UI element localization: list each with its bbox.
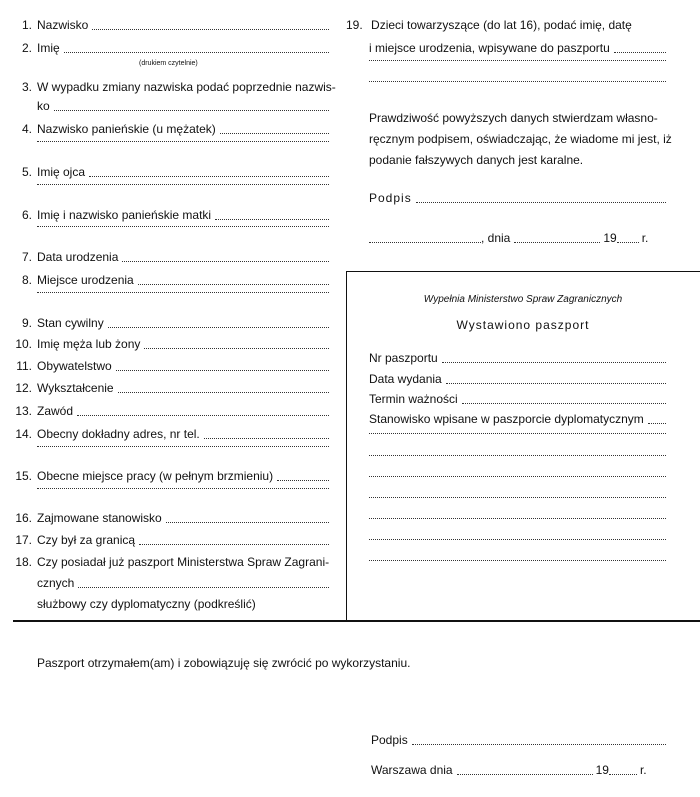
dnia-label: , dnia	[481, 231, 511, 245]
item-number: 15.	[15, 469, 32, 483]
fill-line[interactable]	[416, 202, 666, 203]
fill-line[interactable]	[369, 539, 666, 540]
box-top-border	[346, 271, 700, 272]
field-label-continuation: cznych	[37, 576, 75, 590]
declaration-line: podanie fałszywych danych jest karalne.	[369, 153, 584, 167]
field-label: W wypadku zmiany nazwiska podać poprzednie nazwis-	[37, 80, 336, 94]
field-label: Nazwisko panieńskie (u mężatek)	[37, 122, 216, 136]
fill-line[interactable]	[442, 362, 666, 363]
field-label: Stan cywilny	[37, 316, 104, 330]
fill-line[interactable]	[369, 518, 666, 519]
fill-line[interactable]	[369, 560, 666, 561]
item-number: 19.	[346, 18, 363, 32]
field-label: Dzieci towarzyszące (do lat 16), podać imię, datę	[371, 18, 632, 32]
item-number: 8.	[21, 273, 32, 287]
field-maiden-name-extra[interactable]	[37, 141, 329, 145]
place-date-label: Warszawa dnia	[371, 763, 453, 777]
field-children-extra-2[interactable]	[369, 81, 666, 85]
field-nazwisko[interactable]	[15, 17, 329, 33]
fill-line[interactable]	[138, 284, 329, 285]
fill-line[interactable]	[166, 522, 329, 523]
fill-line[interactable]	[78, 587, 329, 588]
field-label: Wykształcenie	[37, 381, 114, 395]
blank-line[interactable]	[369, 497, 666, 501]
fill-line[interactable]	[118, 392, 329, 393]
field-address[interactable]	[15, 426, 329, 442]
field-address-extra[interactable]	[37, 446, 329, 450]
fill-line[interactable]	[37, 226, 329, 227]
field-label: Miejsce urodzenia	[37, 273, 134, 287]
item-number: 17.	[15, 533, 32, 547]
field-label: Obecne miejsce pracy (w pełnym brzmieniu)	[37, 469, 274, 483]
fill-line[interactable]	[369, 455, 666, 456]
passport-type-choice[interactable]: służbowy czy dyplomatyczny (podkreślić)	[37, 597, 256, 611]
receipt-statement: Paszport otrzymałem(am) i zobowiązuję się zwrócić po wykorzystaniu.	[37, 656, 411, 670]
blank-line[interactable]	[369, 476, 666, 480]
fill-line[interactable]	[92, 29, 329, 30]
year-prefix: 19	[603, 231, 617, 245]
field-birth-date[interactable]	[15, 249, 329, 265]
fill-line[interactable]	[648, 423, 666, 424]
field-previous-passport[interactable]	[37, 575, 329, 591]
item-number: 9.	[21, 316, 32, 330]
field-been-abroad[interactable]	[15, 532, 329, 548]
fill-line[interactable]	[369, 81, 666, 82]
fill-line[interactable]	[614, 52, 666, 53]
field-children-extra-1[interactable]	[369, 60, 666, 64]
field-maiden-name[interactable]	[15, 121, 329, 137]
fill-line[interactable]	[462, 403, 666, 404]
issued-passport-title: Wystawiono paszport	[456, 318, 590, 332]
receipt-date-field[interactable]	[371, 762, 666, 778]
fill-line[interactable]	[116, 370, 329, 371]
field-label: Data urodzenia	[37, 250, 119, 264]
field-mother-name-extra[interactable]	[37, 226, 329, 230]
ministry-header: Wypełnia Ministerstwo Spraw Zagranicznych	[423, 294, 623, 305]
fill-line[interactable]	[139, 544, 329, 545]
fill-line[interactable]	[108, 327, 329, 328]
field-label: Obywatelstwo	[37, 359, 112, 373]
year-suffix: r.	[639, 763, 647, 777]
field-previous-surname[interactable]	[37, 98, 329, 114]
field-education[interactable]	[15, 380, 329, 396]
item-number: 18.	[15, 555, 32, 569]
fill-line[interactable]	[446, 383, 666, 384]
fill-line[interactable]	[89, 176, 329, 177]
blank-line[interactable]	[369, 433, 666, 437]
fill-line[interactable]	[412, 744, 666, 745]
field-label: Imię ojca	[37, 165, 86, 179]
item-number: 16.	[15, 511, 32, 525]
blank-line[interactable]	[369, 539, 666, 543]
year-prefix: 19	[595, 763, 609, 777]
blank-line[interactable]	[369, 560, 666, 564]
field-label: Nazwisko	[37, 18, 89, 32]
signature-label: Podpis	[371, 733, 408, 747]
field-birth-place-extra[interactable]	[37, 292, 329, 296]
field-label: Czy był za granicą	[37, 533, 136, 547]
field-spouse-name[interactable]	[15, 336, 329, 352]
section-divider	[13, 620, 700, 622]
fill-line[interactable]	[37, 184, 329, 185]
field-workplace[interactable]	[15, 468, 329, 484]
field-label: Imię i nazwisko panieńskie matki	[37, 208, 212, 222]
item-number: 3.	[21, 80, 32, 94]
issue-date-field[interactable]	[369, 371, 666, 387]
item-number: 10.	[15, 337, 32, 351]
fill-line[interactable]	[215, 219, 329, 220]
item-number: 12.	[15, 381, 32, 395]
field-children[interactable]	[369, 40, 666, 56]
fill-line[interactable]	[54, 110, 329, 111]
fill-line[interactable]	[37, 292, 329, 293]
year-fill-line[interactable]	[617, 242, 639, 243]
field-profession[interactable]	[15, 403, 329, 419]
field-birth-place[interactable]	[15, 272, 329, 288]
field-citizenship[interactable]	[15, 358, 329, 374]
fill-line[interactable]	[204, 438, 329, 439]
field-imie[interactable]	[15, 40, 329, 56]
item-number: 2.	[21, 41, 32, 55]
field-label: Obecny dokładny adres, nr tel.	[37, 427, 200, 441]
applicant-signature-field[interactable]	[369, 190, 666, 206]
field-label: Imię	[37, 41, 60, 55]
fill-line[interactable]	[369, 497, 666, 498]
item-number: 6.	[21, 208, 32, 222]
date-fill-line[interactable]	[514, 242, 600, 243]
fill-line[interactable]	[144, 348, 329, 349]
fill-line[interactable]	[369, 60, 666, 61]
field-workplace-extra[interactable]	[37, 488, 329, 492]
passport-number-field[interactable]	[369, 350, 666, 366]
field-label: Zawód	[37, 404, 74, 418]
field-label: Stanowisko wpisane w paszporcie dyplomatycznym	[369, 412, 644, 426]
field-label: i miejsce urodzenia, wpisywane do paszportu	[369, 41, 610, 55]
signature-label: Podpis	[369, 191, 412, 205]
year-suffix: r.	[641, 231, 649, 245]
fill-line[interactable]	[37, 446, 329, 447]
fill-line[interactable]	[37, 488, 329, 489]
fill-line[interactable]	[77, 415, 329, 416]
field-mother-name[interactable]	[15, 207, 329, 223]
item-number: 1.	[21, 18, 32, 32]
field-label: Data wydania	[369, 372, 442, 386]
blank-line[interactable]	[369, 518, 666, 522]
item-number: 11.	[16, 359, 32, 373]
expiry-date-field[interactable]	[369, 391, 666, 407]
applicant-date-field[interactable]	[369, 230, 666, 246]
field-label: Termin ważności	[369, 392, 458, 406]
field-label: Imię męża lub żony	[37, 337, 141, 351]
field-label-continuation: ko	[37, 99, 50, 113]
field-marital-status[interactable]	[15, 315, 329, 331]
item-number: 14.	[15, 427, 32, 441]
item-number: 7.	[21, 250, 32, 264]
field-label: Czy posiadał już paszport Ministerstwa Spraw Zagrani-	[37, 555, 330, 569]
receipt-signature-field[interactable]	[371, 732, 666, 748]
field-father-name[interactable]	[15, 164, 329, 180]
fill-line[interactable]	[277, 480, 329, 481]
declaration-line: ręcznym podpisem, oświadczając, że wiadome mi jest, iż	[369, 132, 672, 146]
field-previous-surname-label	[15, 79, 336, 95]
place-fill-line[interactable]	[369, 242, 481, 243]
declaration-line: Prawdziwość powyższych danych stwierdzam własno-	[369, 111, 658, 125]
field-label: Zajmowane stanowisko	[37, 511, 162, 525]
blank-line[interactable]	[369, 455, 666, 459]
field-previous-passport-label	[15, 554, 335, 570]
year-fill-line[interactable]	[609, 774, 637, 775]
fill-line[interactable]	[64, 52, 329, 53]
print-legibly-note: (drukiem czytelnie)	[139, 60, 198, 67]
diplomatic-position-field[interactable]	[369, 411, 666, 427]
item-19-line1	[346, 17, 632, 33]
field-label: Nr paszportu	[369, 351, 438, 365]
item-number: 13.	[15, 404, 32, 418]
fill-line[interactable]	[122, 261, 329, 262]
date-fill-line[interactable]	[457, 774, 593, 775]
fill-line[interactable]	[220, 133, 329, 134]
item-number: 5.	[21, 165, 32, 179]
field-father-name-extra[interactable]	[37, 184, 329, 188]
fill-line[interactable]	[369, 476, 666, 477]
fill-line[interactable]	[37, 141, 329, 142]
fill-line[interactable]	[369, 433, 666, 434]
field-position[interactable]	[15, 510, 329, 526]
item-number: 4.	[21, 122, 32, 136]
